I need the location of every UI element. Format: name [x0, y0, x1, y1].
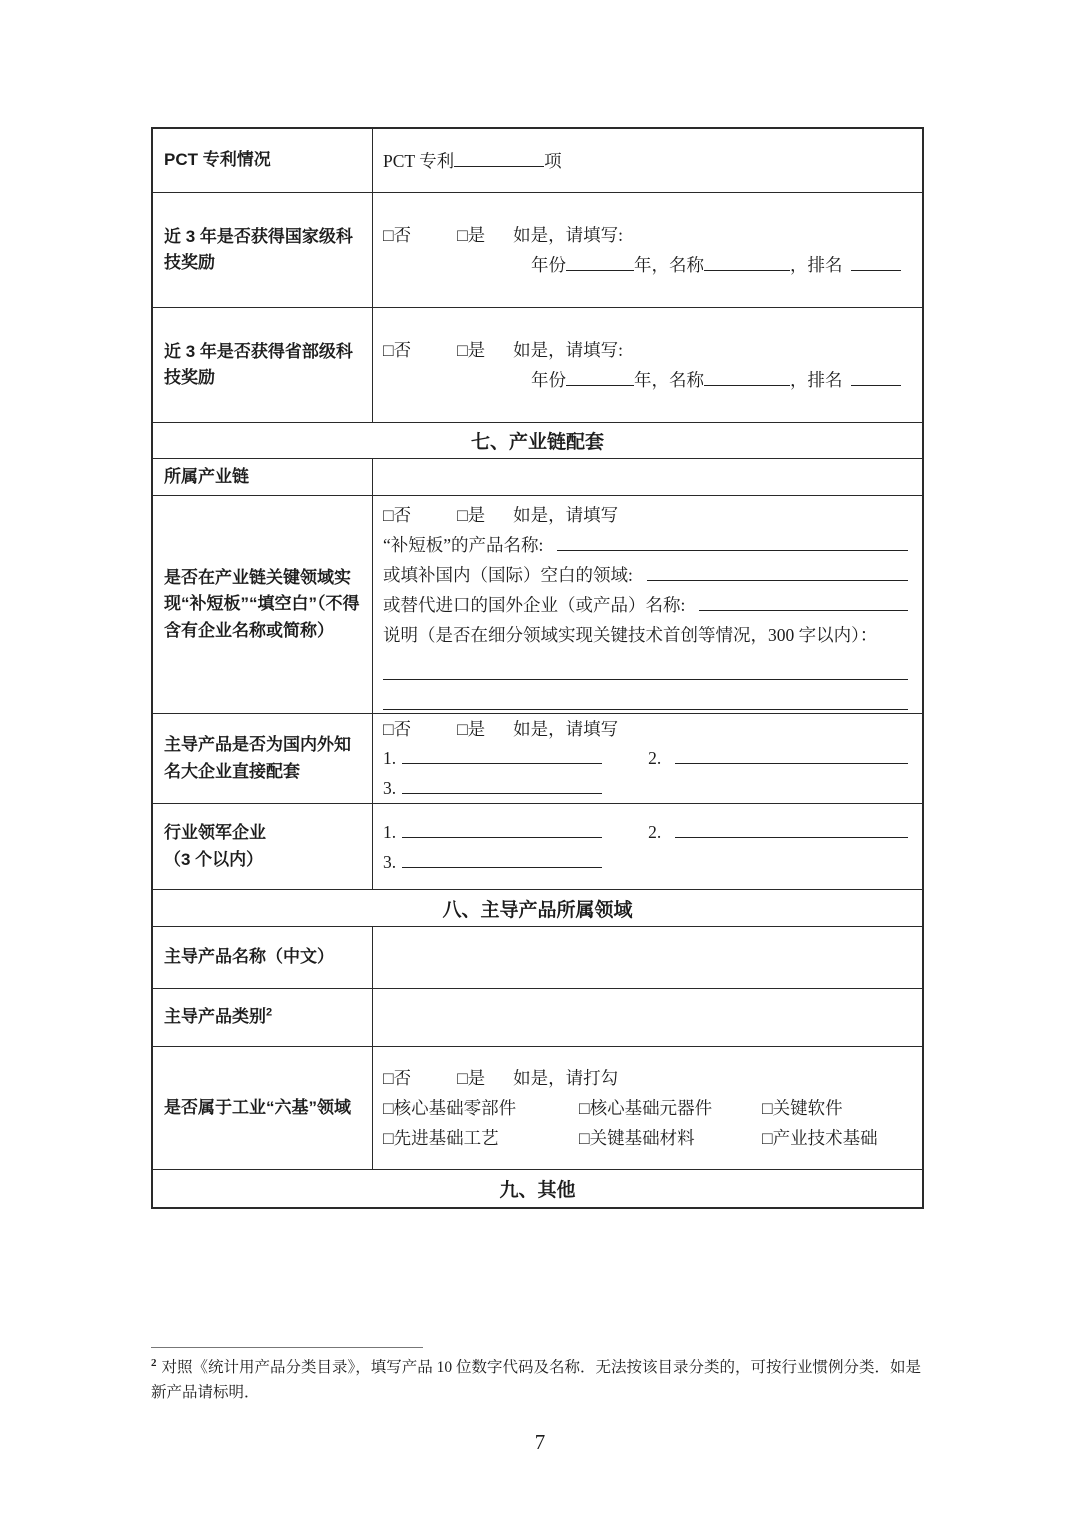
row-product-name	[153, 926, 922, 988]
row-content-product-category	[373, 989, 922, 1046]
gap-field-label: 或填补国内（国际）空白的领域:	[383, 564, 633, 585]
section-header-7	[153, 422, 922, 458]
checkbox-yes[interactable]: □是	[457, 1068, 486, 1088]
row-label-industry-chain	[153, 459, 373, 495]
row-national-award	[153, 192, 922, 307]
row-label-product-category	[153, 989, 373, 1046]
label-text-line1: 行业领军企业	[164, 823, 266, 843]
blank-field-name[interactable]	[704, 368, 790, 387]
checkbox-yes[interactable]: □是	[457, 718, 486, 739]
label-text: 是否属于工业“六基”领域	[164, 1097, 351, 1117]
row-product-category	[153, 988, 922, 1046]
row-industry-leader	[153, 803, 922, 889]
footnote-divider	[151, 1347, 423, 1348]
blank-field-1[interactable]	[402, 819, 602, 838]
section-title: 七、产业链配套	[470, 432, 604, 453]
num-2: 2.	[648, 747, 662, 768]
row-label-six-base	[153, 1047, 373, 1169]
checkbox-option-core-parts[interactable]: □核心基础零部件	[383, 1098, 517, 1118]
blank-field-2[interactable]	[675, 819, 908, 838]
num-3: 3.	[383, 851, 397, 872]
row-content-six-base	[373, 1047, 922, 1169]
footnote	[151, 1356, 933, 1406]
row-pct-patent	[153, 129, 922, 192]
row-label-national-award	[153, 193, 373, 307]
row-content-pct	[373, 129, 922, 192]
if-yes-text: 如是，请填写:	[513, 340, 624, 360]
name-label: 年，名称	[634, 370, 704, 390]
blank-field-rank[interactable]	[851, 368, 901, 387]
row-label-industry-leader	[153, 804, 373, 889]
blank-field-pct-count[interactable]	[454, 148, 544, 167]
year-label: 年份	[531, 370, 566, 390]
label-text: 所属产业链	[164, 466, 249, 486]
num-1: 1.	[383, 747, 397, 768]
checkbox-option-key-materials[interactable]: □关键基础材料	[579, 1128, 695, 1148]
blank-field-3[interactable]	[402, 775, 602, 794]
if-yes-text: 如是，请填写	[513, 718, 619, 739]
blank-field-2[interactable]	[675, 745, 908, 764]
blank-field-replace[interactable]	[699, 592, 908, 611]
row-content-industry-leader	[373, 804, 922, 889]
label-text-line2: （3 个以内）	[164, 849, 264, 869]
label-text: 主导产品类别$^2$	[164, 1006, 273, 1027]
label-text: 是否在产业链关键领域实现“补短板”“填空白”（不得含有企业名称或简称）	[164, 567, 360, 640]
blank-field-gap[interactable]	[647, 562, 908, 581]
num-1: 1.	[383, 821, 397, 842]
row-support	[153, 713, 922, 803]
num-2: 2.	[648, 821, 662, 842]
blank-field-note-line2[interactable]	[383, 695, 908, 710]
checkbox-yes[interactable]: □是	[457, 225, 486, 245]
name-label: 年，名称	[634, 255, 704, 275]
row-content-product-name	[373, 927, 922, 988]
section-title: 九、其他	[499, 1180, 576, 1201]
row-content-national-award	[373, 193, 922, 307]
if-yes-text: 如是，请填写:	[513, 225, 624, 245]
checkbox-yes[interactable]: □是	[457, 340, 486, 360]
pct-prefix: PCT 专利	[383, 150, 455, 171]
product-name-label: “补短板”的产品名称:	[383, 534, 544, 555]
if-yes-text: 如是，请打勾	[513, 1068, 619, 1088]
checkbox-yes[interactable]: □是	[457, 504, 486, 525]
rank-label: ，排名	[790, 370, 843, 390]
checkbox-no[interactable]: □否	[383, 718, 412, 739]
checkbox-option-core-components[interactable]: □核心基础元器件	[579, 1098, 713, 1118]
row-content-provincial-award	[373, 308, 922, 422]
year-label: 年份	[531, 255, 566, 275]
num-3: 3.	[383, 777, 397, 798]
label-text: 近 3 年是否获得省部级科技奖励	[164, 341, 353, 387]
blank-field-3[interactable]	[402, 849, 602, 868]
page-number: 7	[534, 1430, 546, 1454]
form-table	[151, 127, 924, 1209]
blank-field-rank[interactable]	[851, 253, 901, 272]
blank-field-1[interactable]	[402, 745, 602, 764]
label-text: PCT 专利情况	[164, 150, 271, 170]
rank-label: ，排名	[790, 255, 843, 275]
label-text: 主导产品是否为国内外知名大企业直接配套	[164, 735, 351, 781]
replace-field-label: 或替代进口的国外企业（或产品）名称:	[383, 594, 686, 615]
checkbox-option-industrial-tech-base[interactable]: □产业技术基础	[762, 1128, 878, 1148]
checkbox-no[interactable]: □否	[383, 504, 412, 525]
section-title: 八、主导产品所属领域	[442, 899, 633, 921]
blank-field-note-line1[interactable]	[383, 665, 908, 680]
checkbox-no[interactable]: □否	[383, 225, 412, 245]
footnote-text: 对照《统计用产品分类目录》，填写产品 10 位数字代码及名称．无法按该目录分类的，可按行业惯例分类．如是新产品请标明．	[151, 1359, 922, 1401]
label-text: 主导产品名称（中文）	[164, 947, 334, 967]
row-shortboard	[153, 495, 922, 713]
checkbox-option-advanced-process[interactable]: □先进基础工艺	[383, 1128, 499, 1148]
section-header-8	[153, 889, 922, 926]
checkbox-no[interactable]: □否	[383, 340, 412, 360]
row-content-support	[373, 714, 922, 803]
footnote-ref-2: 2	[266, 1006, 273, 1019]
label-text: 近 3 年是否获得国家级科技奖励	[164, 226, 353, 272]
row-industry-chain	[153, 458, 922, 495]
row-label-provincial-award	[153, 308, 373, 422]
blank-field-year[interactable]	[566, 253, 634, 272]
row-label-support	[153, 714, 373, 803]
checkbox-option-key-software[interactable]: □关键软件	[762, 1098, 843, 1118]
blank-field-year[interactable]	[566, 368, 634, 387]
row-label-product-name	[153, 927, 373, 988]
if-yes-text: 如是，请填写	[513, 504, 619, 525]
checkbox-no[interactable]: □否	[383, 1068, 412, 1088]
row-label-shortboard	[153, 496, 373, 713]
pct-suffix: 项	[544, 150, 562, 171]
blank-field-product-name[interactable]	[557, 532, 908, 551]
row-content-industry-chain	[373, 459, 922, 495]
row-content-shortboard	[373, 496, 922, 713]
note-label: 说明（是否在细分领域实现关键技术首创等情况，300 字以内）：	[383, 624, 878, 645]
footnote-marker: 2	[151, 1356, 157, 1369]
section-header-9	[153, 1169, 922, 1207]
blank-field-name[interactable]	[704, 253, 790, 272]
row-provincial-award	[153, 307, 922, 422]
row-label-pct	[153, 129, 373, 192]
row-six-base	[153, 1046, 922, 1169]
